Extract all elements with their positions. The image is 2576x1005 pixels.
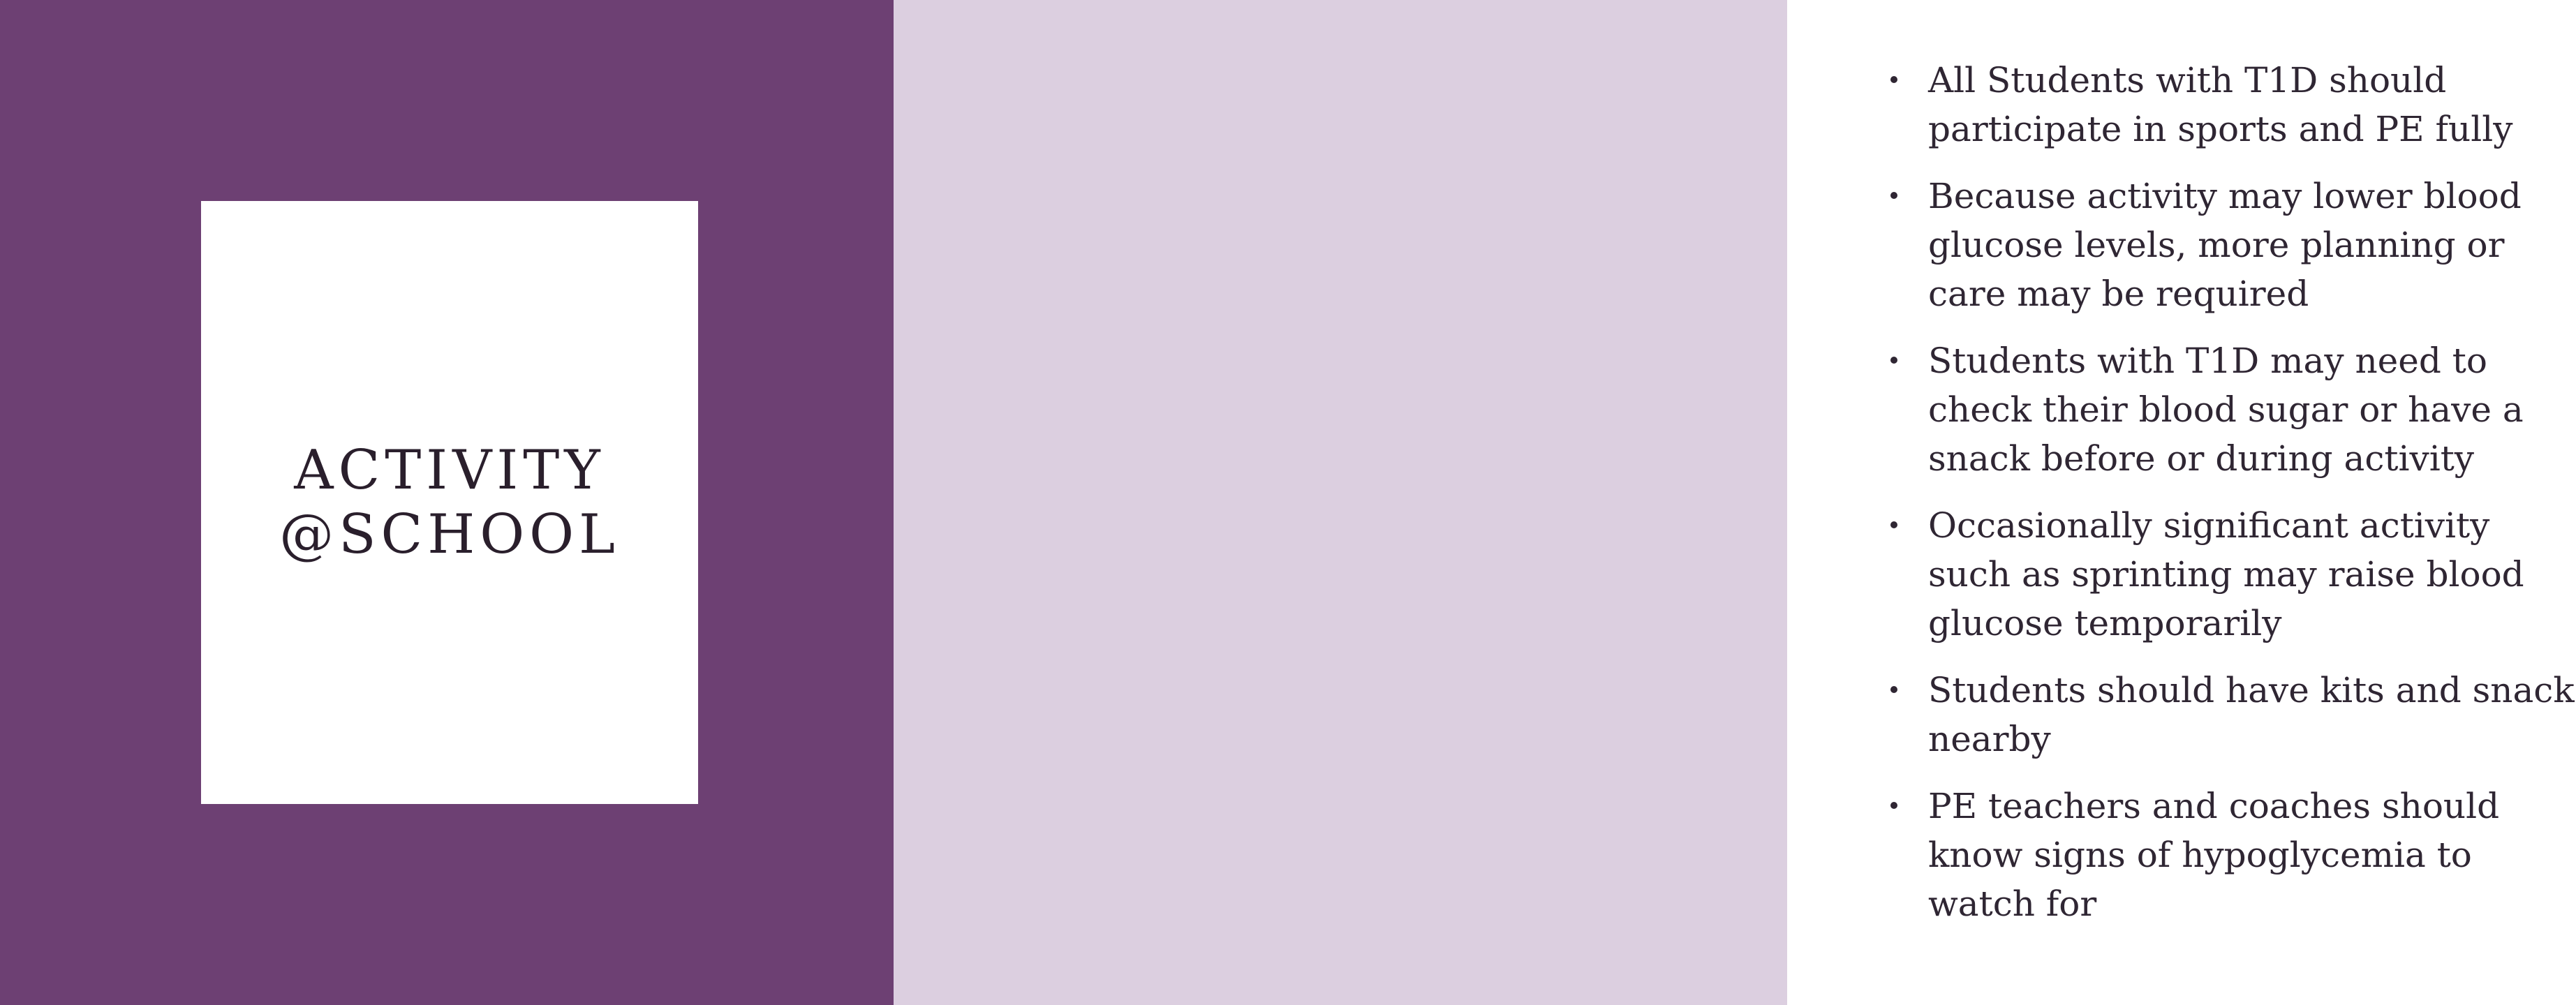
- right-panel: [894, 0, 2575, 1005]
- slide-title: [279, 438, 620, 567]
- bullet-item: [1878, 782, 2576, 928]
- bullet-item: [1878, 501, 2576, 648]
- bullet-icon: [1890, 192, 1897, 199]
- bullet-text: PE teachers and coaches should know signs of hypoglycemia to watch for: [1928, 786, 2500, 924]
- bullet-icon: [1890, 802, 1897, 809]
- bullet-text: Students should have kits and snack nearby: [1928, 670, 2575, 759]
- bullet-list: [1878, 56, 2576, 946]
- bullet-item: [1878, 172, 2576, 318]
- slide-title-line-1: ACTIVITY: [294, 439, 605, 502]
- bullet-text: Because activity may lower blood glucose levels, more planning or care may be required: [1928, 176, 2522, 314]
- title-card: [201, 201, 698, 804]
- bullet-icon: [1890, 521, 1897, 528]
- bullet-icon: [1890, 76, 1897, 83]
- bullet-text: All Students with T1D should participate in sports and PE fully: [1928, 60, 2513, 149]
- bullet-item: [1878, 336, 2576, 483]
- bullet-text: Students with T1D may need to check their blood sugar or have a snack before or during activity: [1928, 341, 2524, 479]
- slide-title-line-2: @SCHOOL: [279, 503, 620, 566]
- bullet-item: [1878, 666, 2576, 764]
- bullet-icon: [1890, 357, 1897, 364]
- left-panel: [0, 0, 894, 1005]
- bullet-item: [1878, 56, 2576, 154]
- bullet-icon: [1890, 686, 1897, 693]
- bullet-text: Occasionally significant activity such as sprinting may raise blood glucose temporarily: [1928, 505, 2524, 643]
